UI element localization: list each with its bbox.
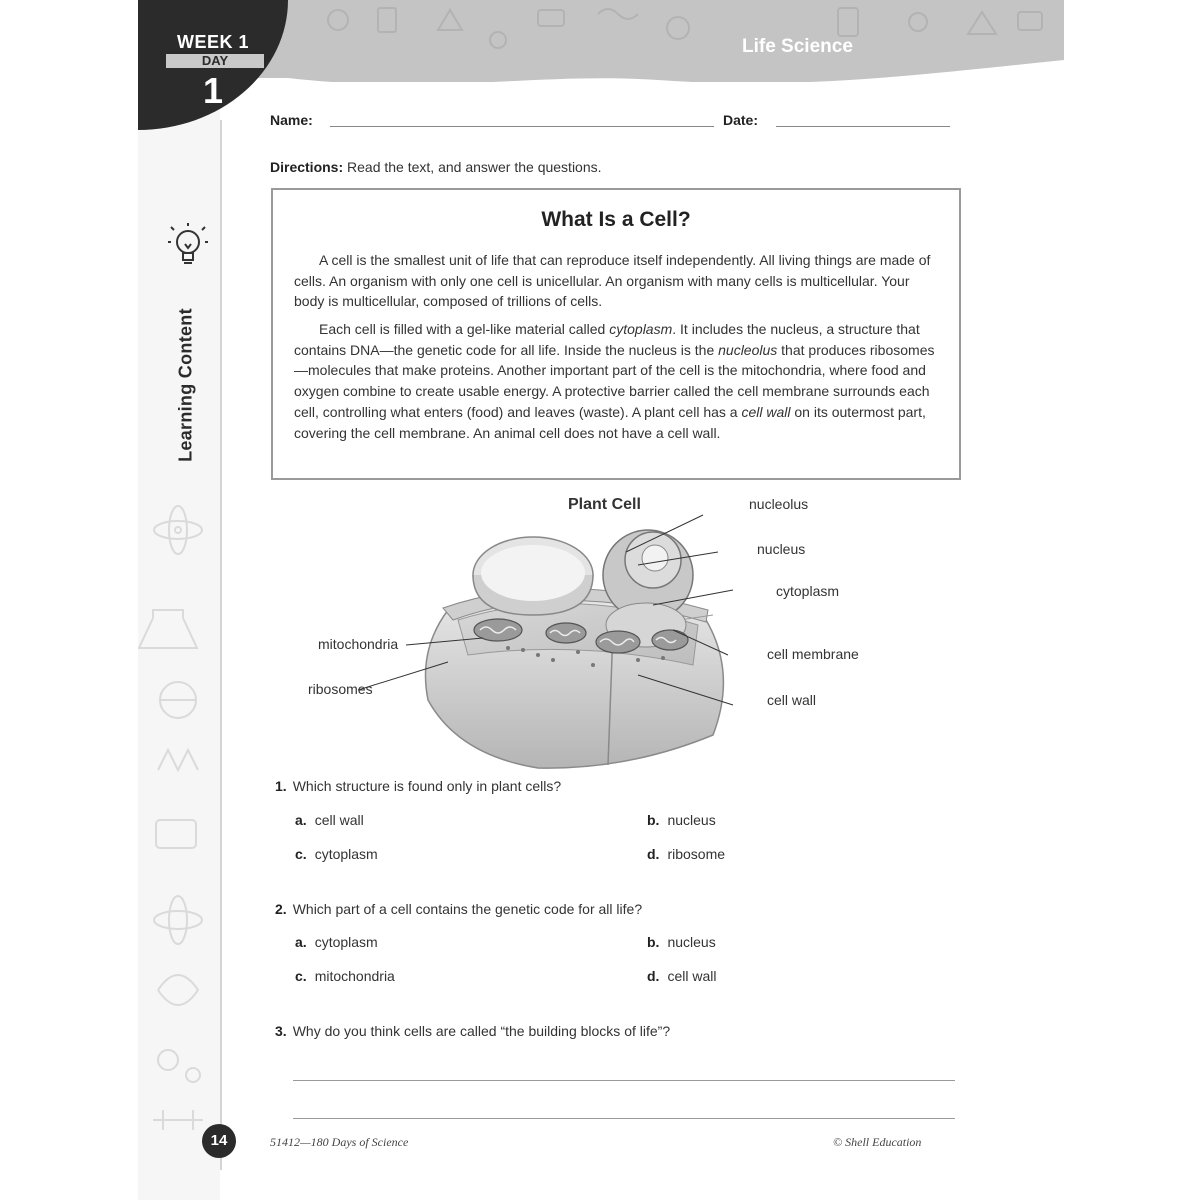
question-2: 2. Which part of a cell contains the genetic code for all life?	[275, 901, 643, 917]
directions-text: Read the text, and answer the questions.	[347, 159, 602, 175]
answer-line-1[interactable]	[293, 1080, 955, 1081]
footer-publisher: © Shell Education	[833, 1135, 922, 1149]
question-3: 3. Why do you think cells are called “the building blocks of life”?	[275, 1023, 671, 1039]
footer-product-code: 51412—180 Days of Science	[270, 1135, 409, 1149]
subject-title: Life Science	[742, 36, 853, 57]
reading-passage-box	[271, 188, 961, 480]
directions	[270, 159, 602, 175]
label-cell-wall: cell wall	[767, 692, 817, 708]
label-cytoplasm: cytoplasm	[776, 583, 840, 599]
question-1: 1. Which structure is found only in plant cells?	[275, 778, 562, 794]
date-field[interactable]	[776, 126, 950, 127]
answer-line-2[interactable]	[293, 1118, 955, 1119]
directions-label: Directions:	[270, 159, 344, 175]
week-label: WEEK 1	[176, 32, 249, 52]
lightbulb-icon	[168, 222, 208, 268]
science-doodles	[138, 500, 220, 1150]
passage-title: What Is a Cell?	[541, 208, 691, 231]
name-field[interactable]	[330, 126, 714, 127]
day-number: 1	[202, 70, 224, 111]
sidebar-divider	[220, 120, 222, 1170]
sidebar-title: Learning Content	[175, 308, 196, 462]
q1-option-c[interactable]: c. cytoplasm	[295, 846, 378, 862]
name-label: Name:	[270, 112, 313, 128]
q1-option-d[interactable]: d. ribosome	[647, 846, 726, 862]
label-cell-membrane: cell membrane	[767, 646, 859, 662]
label-nucleus: nucleus	[757, 541, 806, 557]
diagram-title: Plant Cell	[568, 496, 641, 513]
q2-option-d[interactable]: d. cell wall	[647, 968, 717, 984]
q2-option-a[interactable]: a. cytoplasm	[295, 934, 378, 950]
page-number: 14	[202, 1124, 236, 1158]
label-nucleolus: nucleolus	[749, 496, 809, 512]
q1-option-b[interactable]: b. nucleus	[647, 812, 716, 828]
passage-paragraph-1: A cell is the smallest unit of life that can reproduce itself independently. All living things are made of cells. An organism with only one cell is unicellular. An organism with many cells is multicellular. Your body is multicellular, composed of trillions of cells.	[294, 252, 931, 310]
plant-cell-diagram	[308, 480, 868, 780]
day-label: DAY	[166, 54, 264, 68]
label-ribosomes: ribosomes	[308, 681, 373, 697]
passage-paragraph-2: Each cell is filled with a gel-like material called cytoplasm. It includes the nucleus, a structure that contains DNA—the genetic code for all life. Inside the nucleus is the nucleolus that produces ribosomes—molecules that make proteins. Another important part of the cell is the mitochondria, where food and oxygen combine to create usable energy. A protective barrier called the cell membrane surrounds each cell, controlling what enters (food) and leaves (waste). A plant cell has a cell wall on its outermost part, covering the cell membrane. An animal cell does not have a cell wall.	[294, 321, 935, 441]
q2-option-c[interactable]: c. mitochondria	[295, 968, 395, 984]
worksheet-page	[138, 0, 1064, 1200]
label-mitochondria: mitochondria	[318, 636, 399, 652]
q1-option-a[interactable]: a. cell wall	[295, 812, 364, 828]
q2-option-b[interactable]: b. nucleus	[647, 934, 716, 950]
date-label: Date:	[723, 112, 759, 128]
